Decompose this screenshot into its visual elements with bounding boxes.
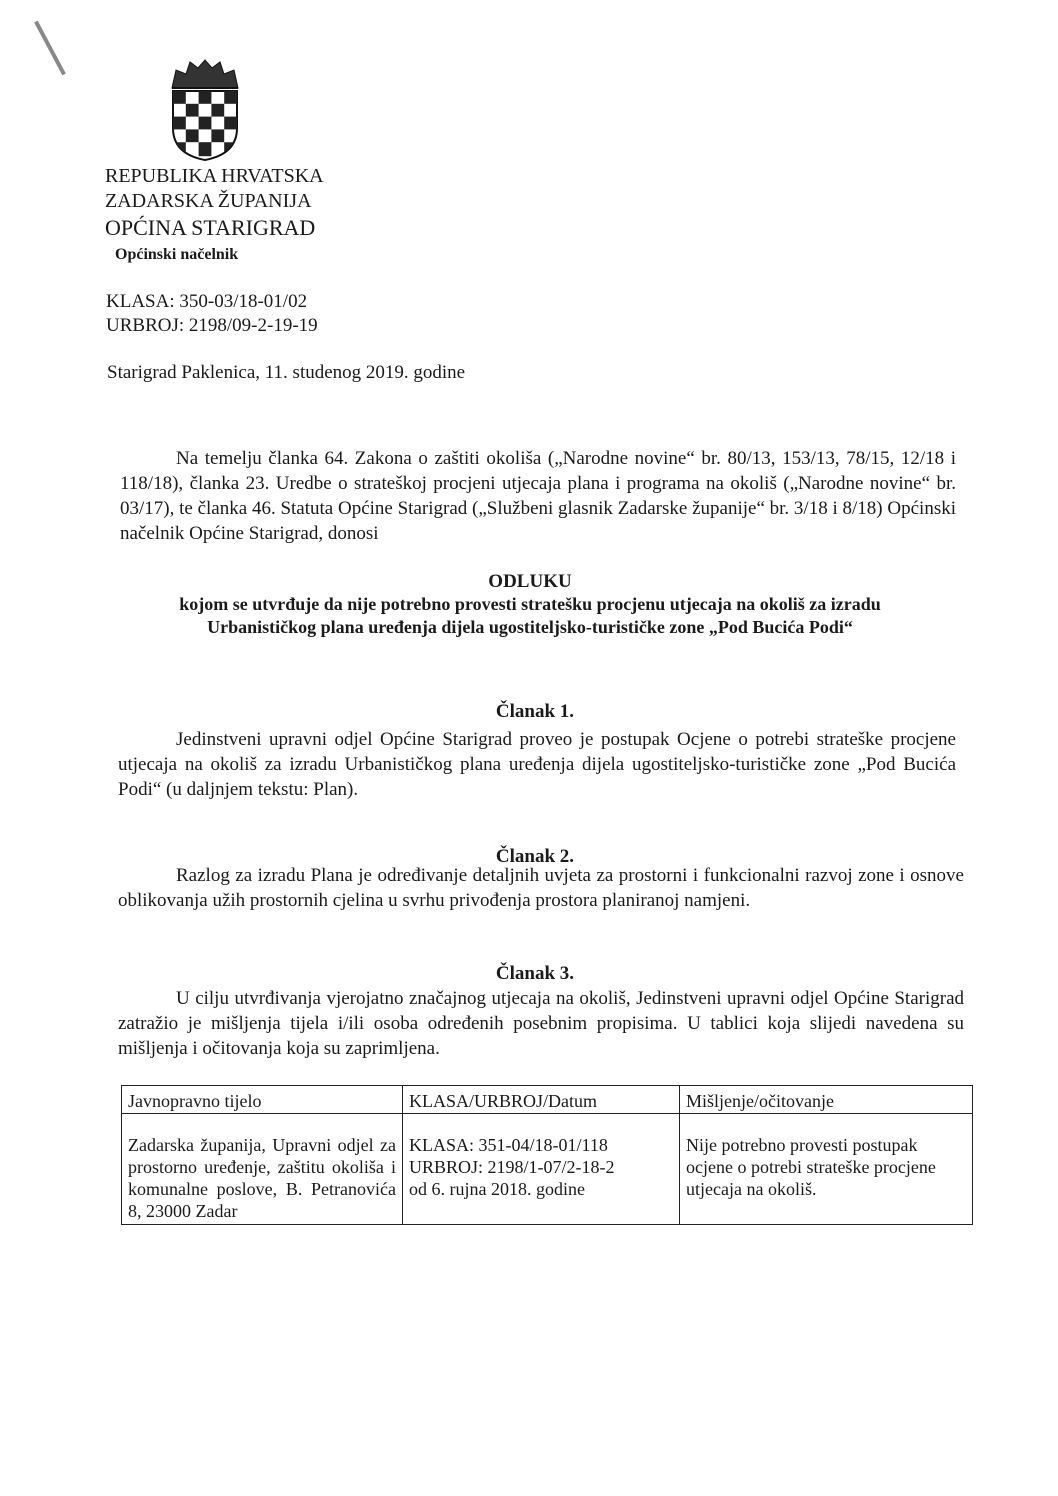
article-text: Jedinstveni upravni odjel Općine Starigrad proveo je postupak Ocjene o potrebi strateške procjene utjecaja na okoliš za izradu Urbanističkog plana uređenja dijela ugostiteljsko-turističke zone „Pod Bucića Podi“ (u daljnjem tekstu: Plan). — [118, 729, 956, 800]
office-name: Općinski načelnik — [115, 246, 239, 263]
coat-of-arms-icon — [168, 58, 242, 162]
article-text: U cilju utvrđivanja vjerojatno značajnog utjecaja na okoliš, Jedinstveni upravni odjel Općine Starigrad zatražio je mišljenja tijela i/ili osoba određenih posebnim propisima. U tablici koja slijedi navedena su mišljenja i očitovanja koja su zaprimljena. — [118, 988, 964, 1059]
reference-cell — [403, 1114, 680, 1225]
row-klasa: KLASA: 351-04/18-01/118 — [409, 1135, 608, 1155]
article-heading: Članak 2. — [495, 846, 575, 867]
opinions-table — [121, 1085, 973, 1225]
letterhead — [105, 164, 324, 269]
table-row — [122, 1114, 973, 1225]
decision-subtitle — [100, 593, 960, 639]
county-name: ZADARSKA ŽUPANIJA — [105, 190, 312, 212]
decision-title: ODLUKU — [488, 571, 572, 592]
urbroj-number: URBROJ: 2198/09-2-19-19 — [106, 315, 318, 336]
column-header: Javnopravno tijelo — [122, 1086, 403, 1114]
opinion-cell: Nije potrebno provesti postupak ocjene o potrebi strateške procjene utjecaja na okoliš. — [680, 1114, 973, 1225]
klasa-number: KLASA: 350-03/18-01/02 — [106, 291, 308, 312]
table-header-row — [122, 1086, 973, 1114]
row-urbroj: URBROJ: 2198/1-07/2-18-2 — [409, 1157, 615, 1177]
column-header: KLASA/URBROJ/Datum — [403, 1086, 680, 1114]
article-text: Razlog za izradu Plana je određivanje detaljnih uvjeta za prostorni i funkcionalni razvoj zone i osnove oblikovanja užih prostornih cjelina u svrhu privođenja prostora planiranoj namjeni. — [118, 865, 964, 911]
scan-mark — [34, 21, 66, 76]
legal-basis-paragraph: Na temelju članka 64. Zakona o zaštiti okoliša („Narodne novine“ br. 80/13, 153/13, 78/15, 12/18 i 118/18), članka 23. Uredbe o strateškoj procjeni utjecaja plana i programa na okoliš („Narodne novine“ br. 03/17), te članka 46. Statuta Općine Starigrad („Službeni glasnik Zadarske županije“ br. 3/18 i 8/18) Općinski načelnik Općine Starigrad, donosi — [120, 448, 956, 544]
article-heading: Članak 3. — [495, 963, 575, 984]
article-heading: Članak 1. — [495, 701, 575, 722]
republic-name: REPUBLIKA HRVATSKA — [105, 165, 324, 187]
decision-subtitle-line: Urbanističkog plana uređenja dijela ugostiteljsko-turističke zone „Pod Bucića Podi“ — [207, 617, 853, 637]
decision-subtitle-line: kojom se utvrđuje da nije potrebno provesti stratešku procjenu utjecaja na okoliš za izradu — [179, 594, 881, 614]
reference-numbers — [106, 290, 318, 338]
column-header: Mišljenje/očitovanje — [680, 1086, 973, 1114]
place-and-date: Starigrad Paklenica, 11. studenog 2019. godine — [107, 362, 466, 383]
row-date: od 6. rujna 2018. godine — [409, 1179, 585, 1199]
public-body-cell: Zadarska županija, Upravni odjel za prostorno uređenje, zaštitu okoliša i komunalne poslove, B. Petranovića 8, 23000 Zadar — [122, 1114, 403, 1225]
municipality-name: OPĆINA STARIGRAD — [105, 215, 316, 240]
